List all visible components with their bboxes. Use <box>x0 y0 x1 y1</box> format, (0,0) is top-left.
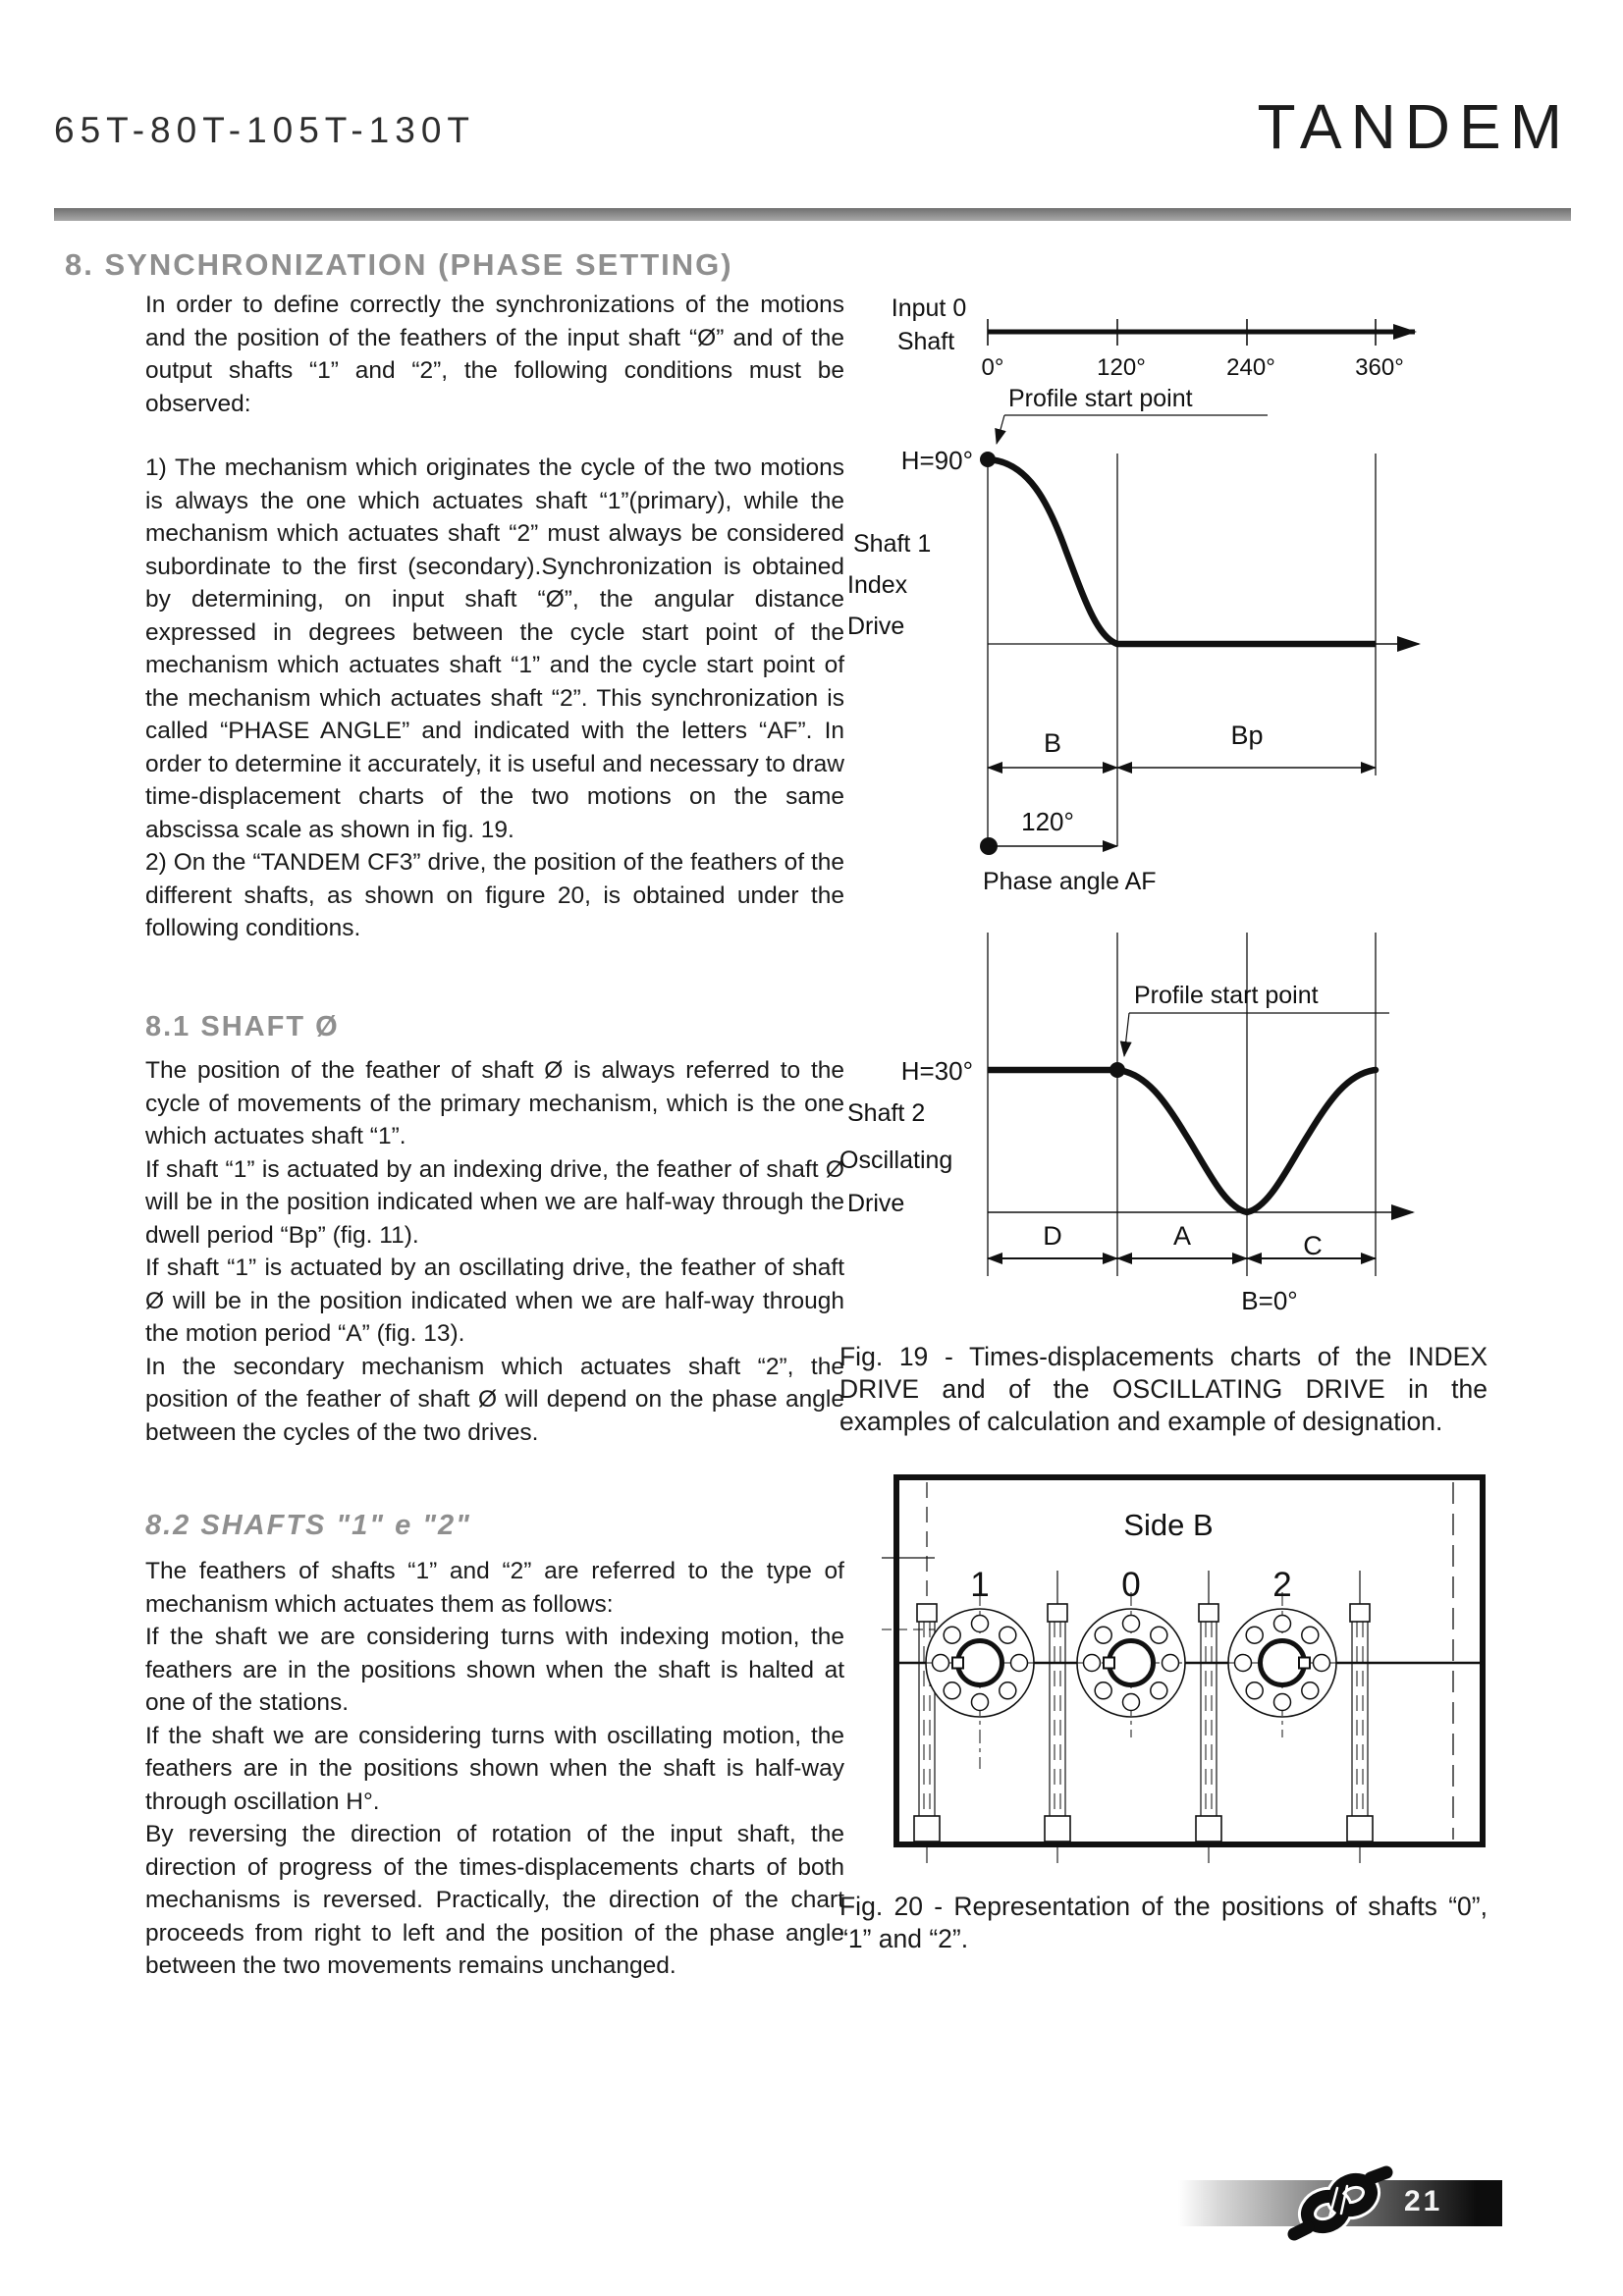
section-8-2-paragraph: By reversing the direction of rotation of the input shaft, the direction of progress of the times-displacements charts of both mechanisms is reversed. Practically, the direction of the chart proceeds from right to left and the position of the phase angle between the two movements remains unchanged. <box>145 1821 844 1979</box>
page-number: 21 <box>1404 2185 1443 2217</box>
fig20-caption <box>839 1891 1488 1955</box>
fig19-index-drive-chart <box>839 291 1488 919</box>
series-label-line1: Shaft 2 <box>847 1099 926 1127</box>
point-1-text: 1) The mechanism which originates the cycle of the two motions is always the one which actuates shaft “1”(primary), while the mechanism which actuates shaft “2” must always be considered subordinate to the first (secondary).Synchronization is obtained by determining, on input shaft “Ø”, the angular distance expressed in degrees between the cycle start point of the mechanism which actuates shaft “1” and the cycle start point of the mechanism which actuates shaft “2”. This synchronization is called “PHASE ANGLE” and indicated with the letters “AF”. In order to determine it accurately, it is useful and necessary to draw time-displacement charts of the two motions on the same abscissa scale as shown in fig. 19. <box>145 454 844 843</box>
tie-rod-foot <box>1045 1816 1070 1842</box>
section-8-2-body <box>145 1555 844 1983</box>
phase-angle-label: Phase angle AF <box>983 868 1157 895</box>
side-b-label: Side B <box>1123 1508 1214 1542</box>
series-label-line2: Oscillating <box>839 1147 953 1174</box>
tie-rod-foot <box>914 1816 940 1842</box>
section-8-1-paragraph: The position of the feather of shaft Ø is always referred to the cycle of movements of the primary mechanism, which is the one which actuates shaft “1”. <box>145 1057 844 1149</box>
dim-label-d: D <box>1043 1221 1062 1251</box>
feather-keyway <box>1104 1658 1114 1669</box>
shaft-0-label: 0 <box>1121 1566 1141 1604</box>
tie-rod-foot <box>1196 1816 1221 1842</box>
section-8-1-paragraph: In the secondary mechanism which actuates shaft “2”, the position of the feather of shaft Ø will depend on the phase angle between the cycles of the two drives. <box>145 1353 844 1446</box>
axis-tick-label: 240° <box>1226 354 1275 381</box>
shaft-2-label: 2 <box>1272 1566 1292 1604</box>
shaft-bore <box>1109 1641 1154 1685</box>
section-8-2-paragraph: The feathers of shafts “1” and “2” are referred to the type of mechanism which actuates them as follows: <box>145 1558 844 1618</box>
shaft-bore <box>1261 1641 1305 1685</box>
section-8-1-paragraph: If shaft “1” is actuated by an oscillating drive, the feather of shaft Ø will be in the position indicated when we are half-way through the motion period “A” (fig. 13). <box>145 1255 844 1347</box>
feather-keyway <box>1299 1658 1310 1669</box>
tie-rod-cap <box>1350 1604 1370 1622</box>
input-shaft-label-line2: Shaft <box>896 328 955 355</box>
point-2-text: 2) On the “TANDEM CF3” drive, the position of the feathers of the different shafts, as shown on figure 20, is obtained under the following conditions. <box>145 849 844 941</box>
section-8-1-title: 8.1 SHAFT Ø <box>145 1011 340 1042</box>
section-8-2-title: 8.2 SHAFTS "1" e "2" <box>145 1510 471 1541</box>
section-8-1-paragraph: If shaft “1” is actuated by an indexing drive, the feather of shaft Ø will be in the position indicated when we are half-way through the dwell period “Bp” (fig. 11). <box>145 1155 844 1249</box>
shaft-1-label: 1 <box>970 1566 990 1604</box>
dim-label-a: A <box>1172 1221 1192 1251</box>
stroke-height-label: H=30° <box>900 1056 973 1086</box>
dim-label-c: C <box>1303 1231 1323 1260</box>
flange-shaft-2 <box>1221 1592 1343 1737</box>
section-8-1-body <box>145 1054 844 1449</box>
phase-dim-label: 120° <box>1021 807 1074 836</box>
section-8-2-paragraph: If the shaft we are considering turns with oscillating motion, the feathers are in the positions shown when the shaft is half-way through oscillation H°. <box>145 1722 844 1815</box>
profile-start-point-label: Profile start point <box>1134 982 1319 1009</box>
fig19-oscillating-drive-chart <box>839 933 1488 1345</box>
profile-start-point-label: Profile start point <box>1008 385 1193 412</box>
numbered-points <box>145 452 844 945</box>
header-divider-bar <box>54 208 1571 221</box>
stroke-height-label: H=90° <box>900 446 973 475</box>
fig19-caption <box>839 1341 1488 1438</box>
tie-rod-cap <box>1199 1604 1218 1622</box>
fig20-shaft-positions-drawing <box>864 1474 1512 1877</box>
index-motion-curve <box>988 459 1117 644</box>
series-label-line3: Drive <box>847 1190 905 1217</box>
series-label-line2: Index <box>847 571 908 599</box>
flange-shaft-0 <box>1070 1592 1192 1737</box>
section-8-title: 8. SYNCHRONIZATION (PHASE SETTING) <box>65 247 733 282</box>
fig20-caption-text: Fig. 20 - Representation of the positions of shafts “0”, “1” and “2”. <box>839 1892 1488 1953</box>
tie-rod-cap <box>917 1604 937 1622</box>
annotation-leader <box>1124 1013 1129 1056</box>
annotation-leader <box>997 415 1004 444</box>
input-shaft-label-line1: Input 0 <box>891 294 967 322</box>
tie-rod-cap <box>1048 1604 1067 1622</box>
axis-tick-label: 0° <box>981 354 1004 381</box>
series-label-line3: Drive <box>847 613 905 640</box>
dim-label-bp: Bp <box>1230 721 1264 750</box>
intro-text: In order to define correctly the synchronizations of the motions and the position of the feathers of the input shaft “Ø” and of the output shafts “1” and “2”, the following conditions must be observed: <box>145 292 844 417</box>
axis-tick-label: 360° <box>1355 354 1404 381</box>
intro-paragraph <box>145 289 844 420</box>
dim-label-b: B <box>1043 728 1062 758</box>
tie-rod-foot <box>1347 1816 1373 1842</box>
section-8-2-paragraph: If the shaft we are considering turns with indexing motion, the feathers are in the positions shown when the shaft is halted at one of the stations. <box>145 1624 844 1716</box>
model-code: 65T-80T-105T-130T <box>54 110 476 150</box>
feather-keyway <box>952 1658 963 1669</box>
dim-label-b0: B=0° <box>1241 1286 1298 1315</box>
fig19-caption-text: Fig. 19 - Times-displacements charts of the INDEX DRIVE and of the OSCILLATING DRIVE in the examples of calculation and example of designation. <box>839 1342 1488 1436</box>
tandem-knot-logo <box>1286 2163 1396 2243</box>
axis-tick-label: 120° <box>1097 354 1146 381</box>
series-label-line1: Shaft 1 <box>853 530 932 558</box>
shaft-bore <box>958 1641 1002 1685</box>
brand-logo: TANDEM <box>1257 91 1571 162</box>
